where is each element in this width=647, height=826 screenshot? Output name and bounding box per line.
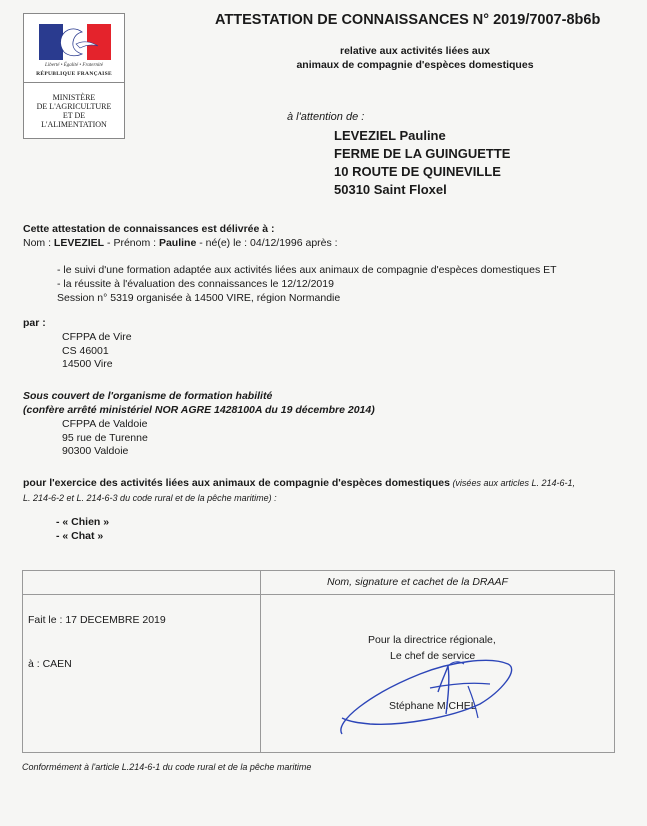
ministry-line: DE L'AGRICULTURE <box>36 102 112 111</box>
ministry-line: L'ALIMENTATION <box>41 120 107 129</box>
species-item-chien: - « Chien » <box>56 516 110 528</box>
nom-label: Nom : <box>23 237 54 249</box>
exercise-articles-cont: L. 214-6-2 et L. 214-6-3 du code rural et de la pêche maritime) : <box>23 493 277 503</box>
signature-header: Nom, signature et cachet de la DRAAF <box>327 576 508 588</box>
couvert-line: 95 rue de Turenne <box>62 431 148 444</box>
document-subtitle <box>250 44 580 72</box>
subtitle-line: relative aux activités liées aux <box>339 45 490 57</box>
issue-date: Fait le : 17 DECEMBRE 2019 <box>28 614 166 626</box>
condition-item: - la réussite à l'évaluation des connaissances le 12/12/2019 <box>57 278 334 290</box>
signatory-role: Pour la directrice régionale, <box>368 634 496 646</box>
condition-item: - le suivi d'une formation adaptée aux activités liées aux animaux de compagnie d'espèces domestiques ET <box>57 264 557 276</box>
par-line: CFPPA de Vire <box>62 331 132 343</box>
ministry-box <box>23 83 125 139</box>
signatory-name: Stéphane MICHEL <box>389 700 477 712</box>
recipient-address <box>334 127 510 199</box>
recipient-street: 10 ROUTE DE QUINEVILLE <box>334 164 501 179</box>
box-divider <box>260 571 261 752</box>
holder-line <box>23 237 338 251</box>
couvert-heading: Sous couvert de l'organisme de formation habilité <box>23 390 273 402</box>
recipient-name: LEVEZIEL Pauline <box>334 128 446 143</box>
couvert-reference: (confère arrêté ministériel NOR AGRE 1428100A du 19 décembre 2014) <box>23 404 375 416</box>
holder-nom: LEVEZIEL <box>53 237 105 249</box>
attention-label: à l'attention de : <box>287 111 365 123</box>
marianne-icon <box>46 26 104 60</box>
issue-place: à : CAEN <box>28 658 72 670</box>
republic-motto: Liberté • Égalité • Fraternité <box>45 63 103 68</box>
recipient-company: FERME DE LA GUINGUETTE <box>334 146 511 161</box>
signatory-title: Le chef de service <box>390 650 476 662</box>
couvert-line: CFPPA de Valdoie <box>62 418 148 430</box>
handwritten-signature <box>330 652 530 742</box>
birth-date: - né(e) le : 04/12/1996 après : <box>196 237 338 249</box>
par-label: par : <box>23 317 46 329</box>
delivered-heading: Cette attestation de connaissances est délivrée à : <box>23 223 275 235</box>
species-item-chat: - « Chat » <box>56 530 104 542</box>
box-header-line <box>23 594 614 595</box>
par-address <box>62 331 132 372</box>
recipient-city: 50310 Saint Floxel <box>334 182 447 197</box>
ministry-line: MINISTÈRE <box>52 93 96 102</box>
exercise-articles: (visées aux articles L. 214-6-1, <box>449 478 575 488</box>
session-info: Session n° 5319 organisée à 14500 VIRE, région Normandie <box>57 292 341 304</box>
couvert-line: 90300 Valdoie <box>62 445 129 457</box>
par-line: CS 46001 <box>62 344 109 357</box>
prenom-label: - Prénom : <box>104 237 159 249</box>
subtitle-line: animaux de compagnie d'espèces domestiques <box>296 59 534 71</box>
couvert-address <box>62 418 148 459</box>
exercise-line <box>23 477 623 491</box>
par-line: 14500 Vire <box>62 358 113 370</box>
footer-note: Conformément à l'article L.214-6-1 du code rural et de la pêche maritime <box>22 762 312 772</box>
document-title: ATTESTATION DE CONNAISSANCES N° 2019/7007-8b6b <box>215 12 601 28</box>
exercise-text: pour l'exercice des activités liées aux animaux de compagnie d'espèces domestiques <box>23 477 450 489</box>
holder-prenom: Pauline <box>158 237 197 249</box>
ministry-line: ET DE <box>62 111 86 120</box>
republic-name: RÉPUBLIQUE FRANÇAISE <box>36 71 112 77</box>
republic-logo <box>23 13 125 83</box>
